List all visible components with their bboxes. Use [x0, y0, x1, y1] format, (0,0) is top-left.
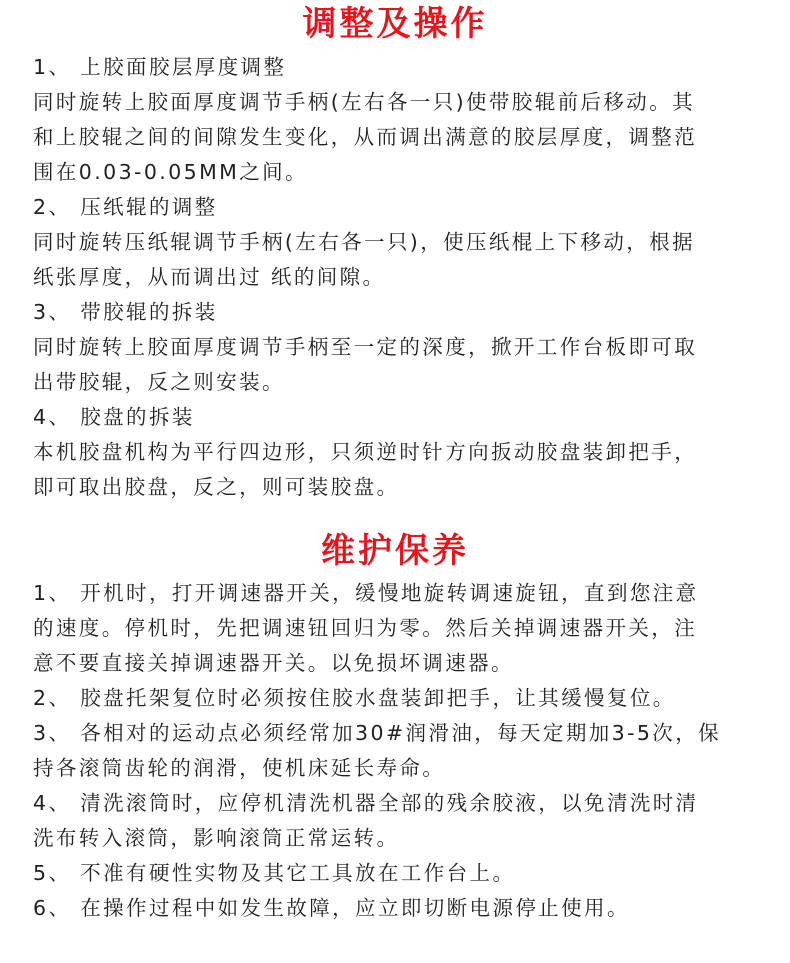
maintenance-item-1: 1、 开机时，打开调速器开关，缓慢地旋转调速旋钮，直到您注意: [33, 581, 699, 605]
maintenance-item-3: 3、 各相对的运动点必须经常加30#润滑油，每天定期加3-5次，保: [33, 721, 722, 745]
adjustment-item-3-heading: 3、 带胶辊的拆装: [33, 300, 218, 324]
adjustment-text-line: 即可取出胶盘，反之，则可装胶盘。: [33, 475, 400, 499]
maintenance-item-5: 5、 不准有硬性实物及其它工具放在工作台上。: [33, 861, 516, 885]
maintenance-item-6: 6、 在操作过程中如发生故障，应立即切断电源停止使用。: [33, 896, 630, 920]
maintenance-text-line: 意不要直接关掉调速器开关。以免损坏调速器。: [33, 651, 514, 675]
adjustment-item-4-heading: 4、 胶盘的拆装: [33, 405, 195, 429]
section-title-maintenance: 维护保养: [321, 531, 469, 571]
section-title-adjustment: 调整及操作: [302, 4, 488, 44]
adjustment-text-line: 出带胶辊，反之则安装。: [33, 370, 285, 394]
maintenance-item-4: 4、 清洗滚筒时，应停机清洗机器全部的残余胶液，以免清洗时清: [33, 791, 699, 815]
maintenance-text-line: 持各滚筒齿轮的润滑，使机床延长寿命。: [33, 756, 446, 780]
maintenance-text-line: 的速度。停机时，先把调速钮回归为零。然后关掉调速器开关，注: [33, 616, 698, 640]
adjustment-text-line: 纸张厚度，从而调出过 纸的间隙。: [33, 265, 386, 289]
adjustment-text-line: 本机胶盘机构为平行四边形，只须逆时针方向扳动胶盘装卸把手，: [33, 440, 698, 464]
adjustment-text-line: 和上胶辊之间的间隙发生变化，从而调出满意的胶层厚度，调整范: [33, 125, 698, 149]
maintenance-text-line: 洗布转入滚筒，影响滚筒正常运转。: [33, 826, 400, 850]
adjustment-text-line: 同时旋转压纸辊调节手柄(左右各一只)，使压纸棍上下移动，根据: [33, 230, 695, 254]
adjustment-text-line: 围在0.03-0.05MM之间。: [33, 160, 308, 184]
adjustment-text-line: 同时旋转上胶面厚度调节手柄至一定的深度，掀开工作台板即可取: [33, 335, 698, 359]
maintenance-item-2: 2、 胶盘托架复位时必须按住胶水盘装卸把手，让其缓慢复位。: [33, 686, 676, 710]
adjustment-text-line: 同时旋转上胶面厚度调节手柄(左右各一只)使带胶辊前后移动。其: [33, 90, 695, 114]
adjustment-item-2-heading: 2、 压纸辊的调整: [33, 195, 218, 219]
adjustment-item-1-heading: 1、 上胶面胶层厚度调整: [33, 55, 287, 79]
